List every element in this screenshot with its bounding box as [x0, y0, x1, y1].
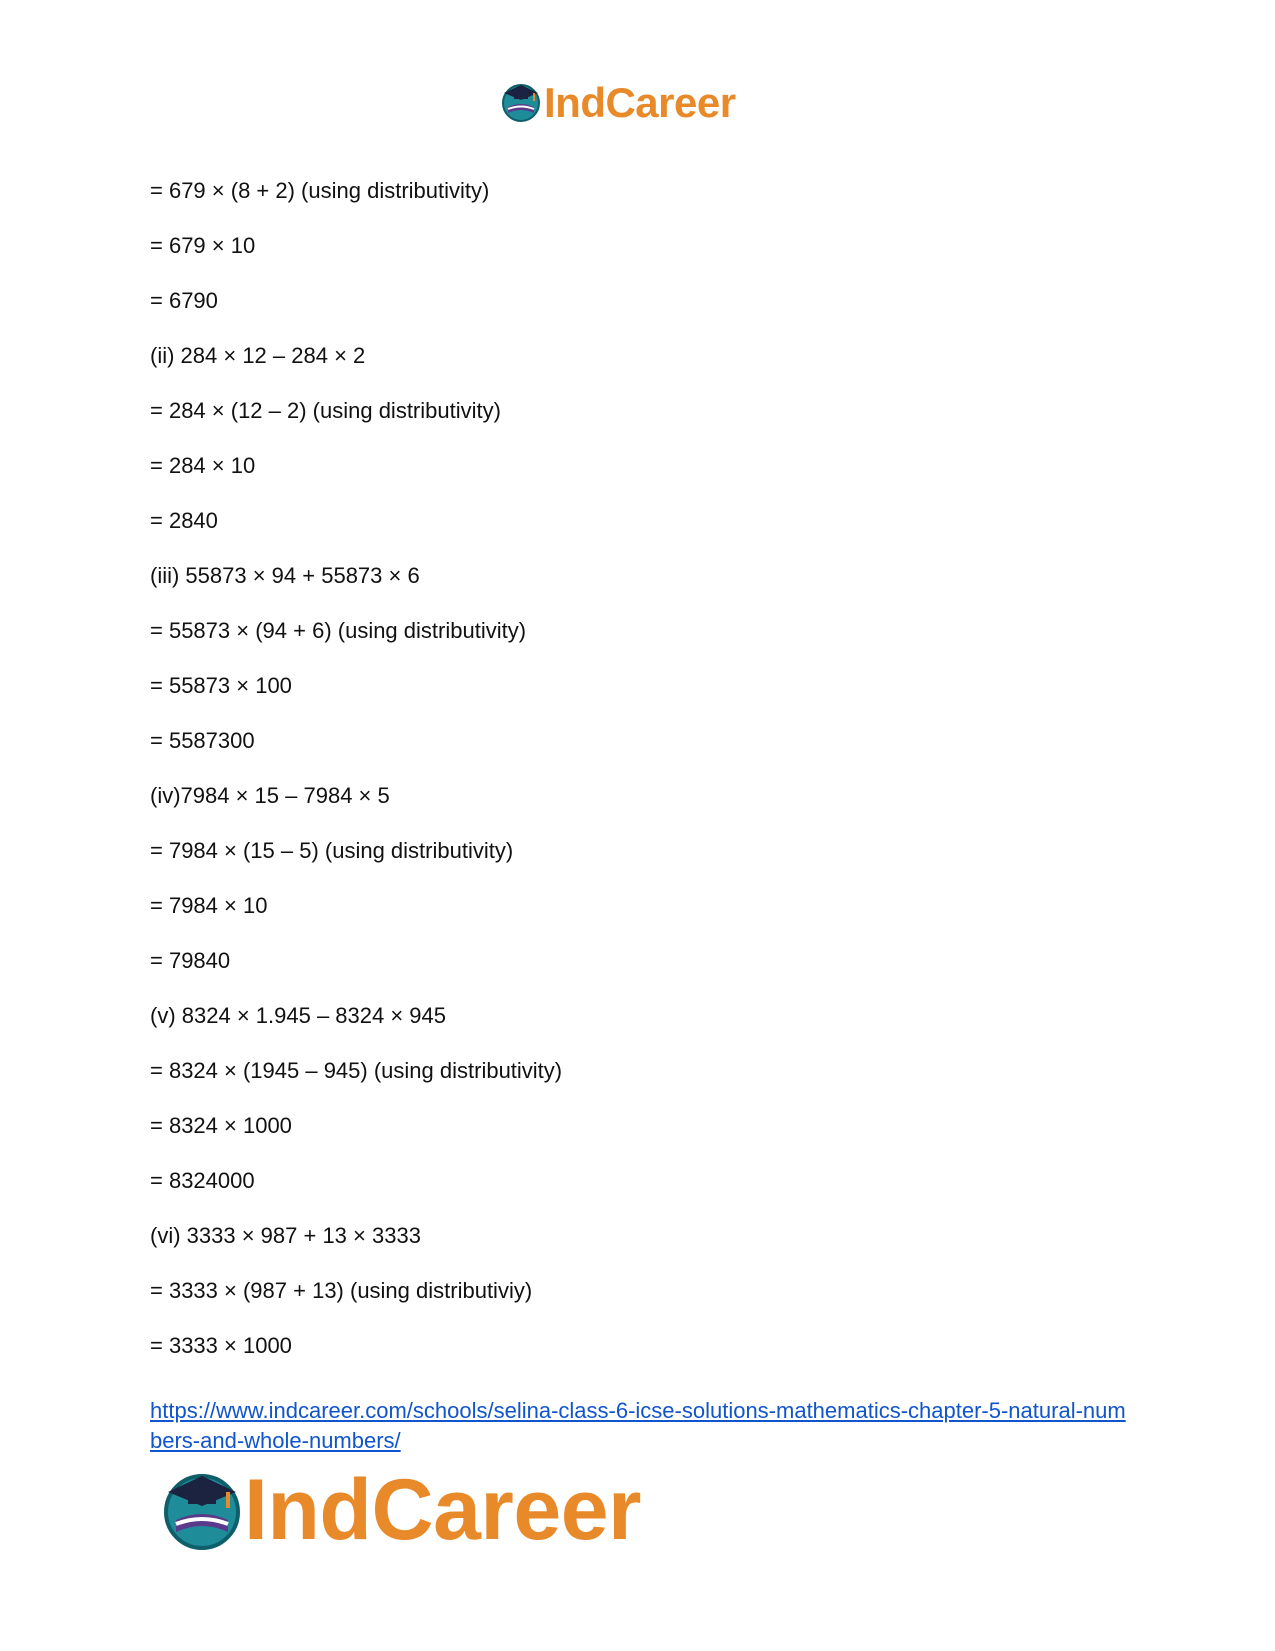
solution-line: = 3333 × 1000 [150, 1333, 292, 1358]
solution-line: (v) 8324 × 1.945 – 8324 × 945 [150, 1003, 447, 1028]
solution-line: = 5587300 [150, 728, 255, 753]
solution-line: = 7984 × 10 [150, 893, 268, 918]
solution-line: = 679 × (8 + 2) (using distributivity) [150, 178, 490, 203]
footer-logo-text: IndCareer [244, 1462, 641, 1558]
source-link[interactable]: https://www.indcareer.com/schools/selina-class-6-icse-solutions-mathematics-chapter-5-natural-numbers-and-whole-numbers/ [150, 1398, 1126, 1453]
solution-line: = 79840 [150, 948, 231, 973]
solution-line: = 7984 × (15 – 5) (using distributivity) [150, 838, 514, 863]
graduation-cap-icon [160, 1464, 244, 1557]
graduation-cap-icon [500, 79, 542, 128]
solution-line: (iv)7984 × 15 – 7984 × 5 [150, 783, 390, 808]
solution-line: = 6790 [150, 288, 218, 313]
solution-line: = 55873 × 100 [150, 673, 292, 698]
header-logo [500, 78, 736, 128]
solution-line: (vi) 3333 × 987 + 13 × 3333 [150, 1223, 421, 1248]
header-logo-text: IndCareer [544, 79, 736, 126]
solution-line: = 8324 × 1000 [150, 1113, 292, 1138]
solution-line: (iii) 55873 × 94 + 55873 × 6 [150, 563, 420, 588]
solution-line: = 3333 × (987 + 13) (using distributiviy) [150, 1278, 533, 1303]
solution-line: = 2840 [150, 508, 218, 533]
solution-line: = 284 × (12 – 2) (using distributivity) [150, 398, 501, 423]
solution-line: = 284 × 10 [150, 453, 256, 478]
solution-line: = 8324 × (1945 – 945) (using distributivity) [150, 1058, 563, 1083]
solution-line: = 8324000 [150, 1168, 255, 1193]
footer-logo [160, 1462, 641, 1558]
solution-line: = 679 × 10 [150, 233, 256, 258]
solution-line: (ii) 284 × 12 – 284 × 2 [150, 343, 366, 368]
solution-body [150, 178, 1130, 1388]
solution-line: = 55873 × (94 + 6) (using distributivity) [150, 618, 527, 643]
